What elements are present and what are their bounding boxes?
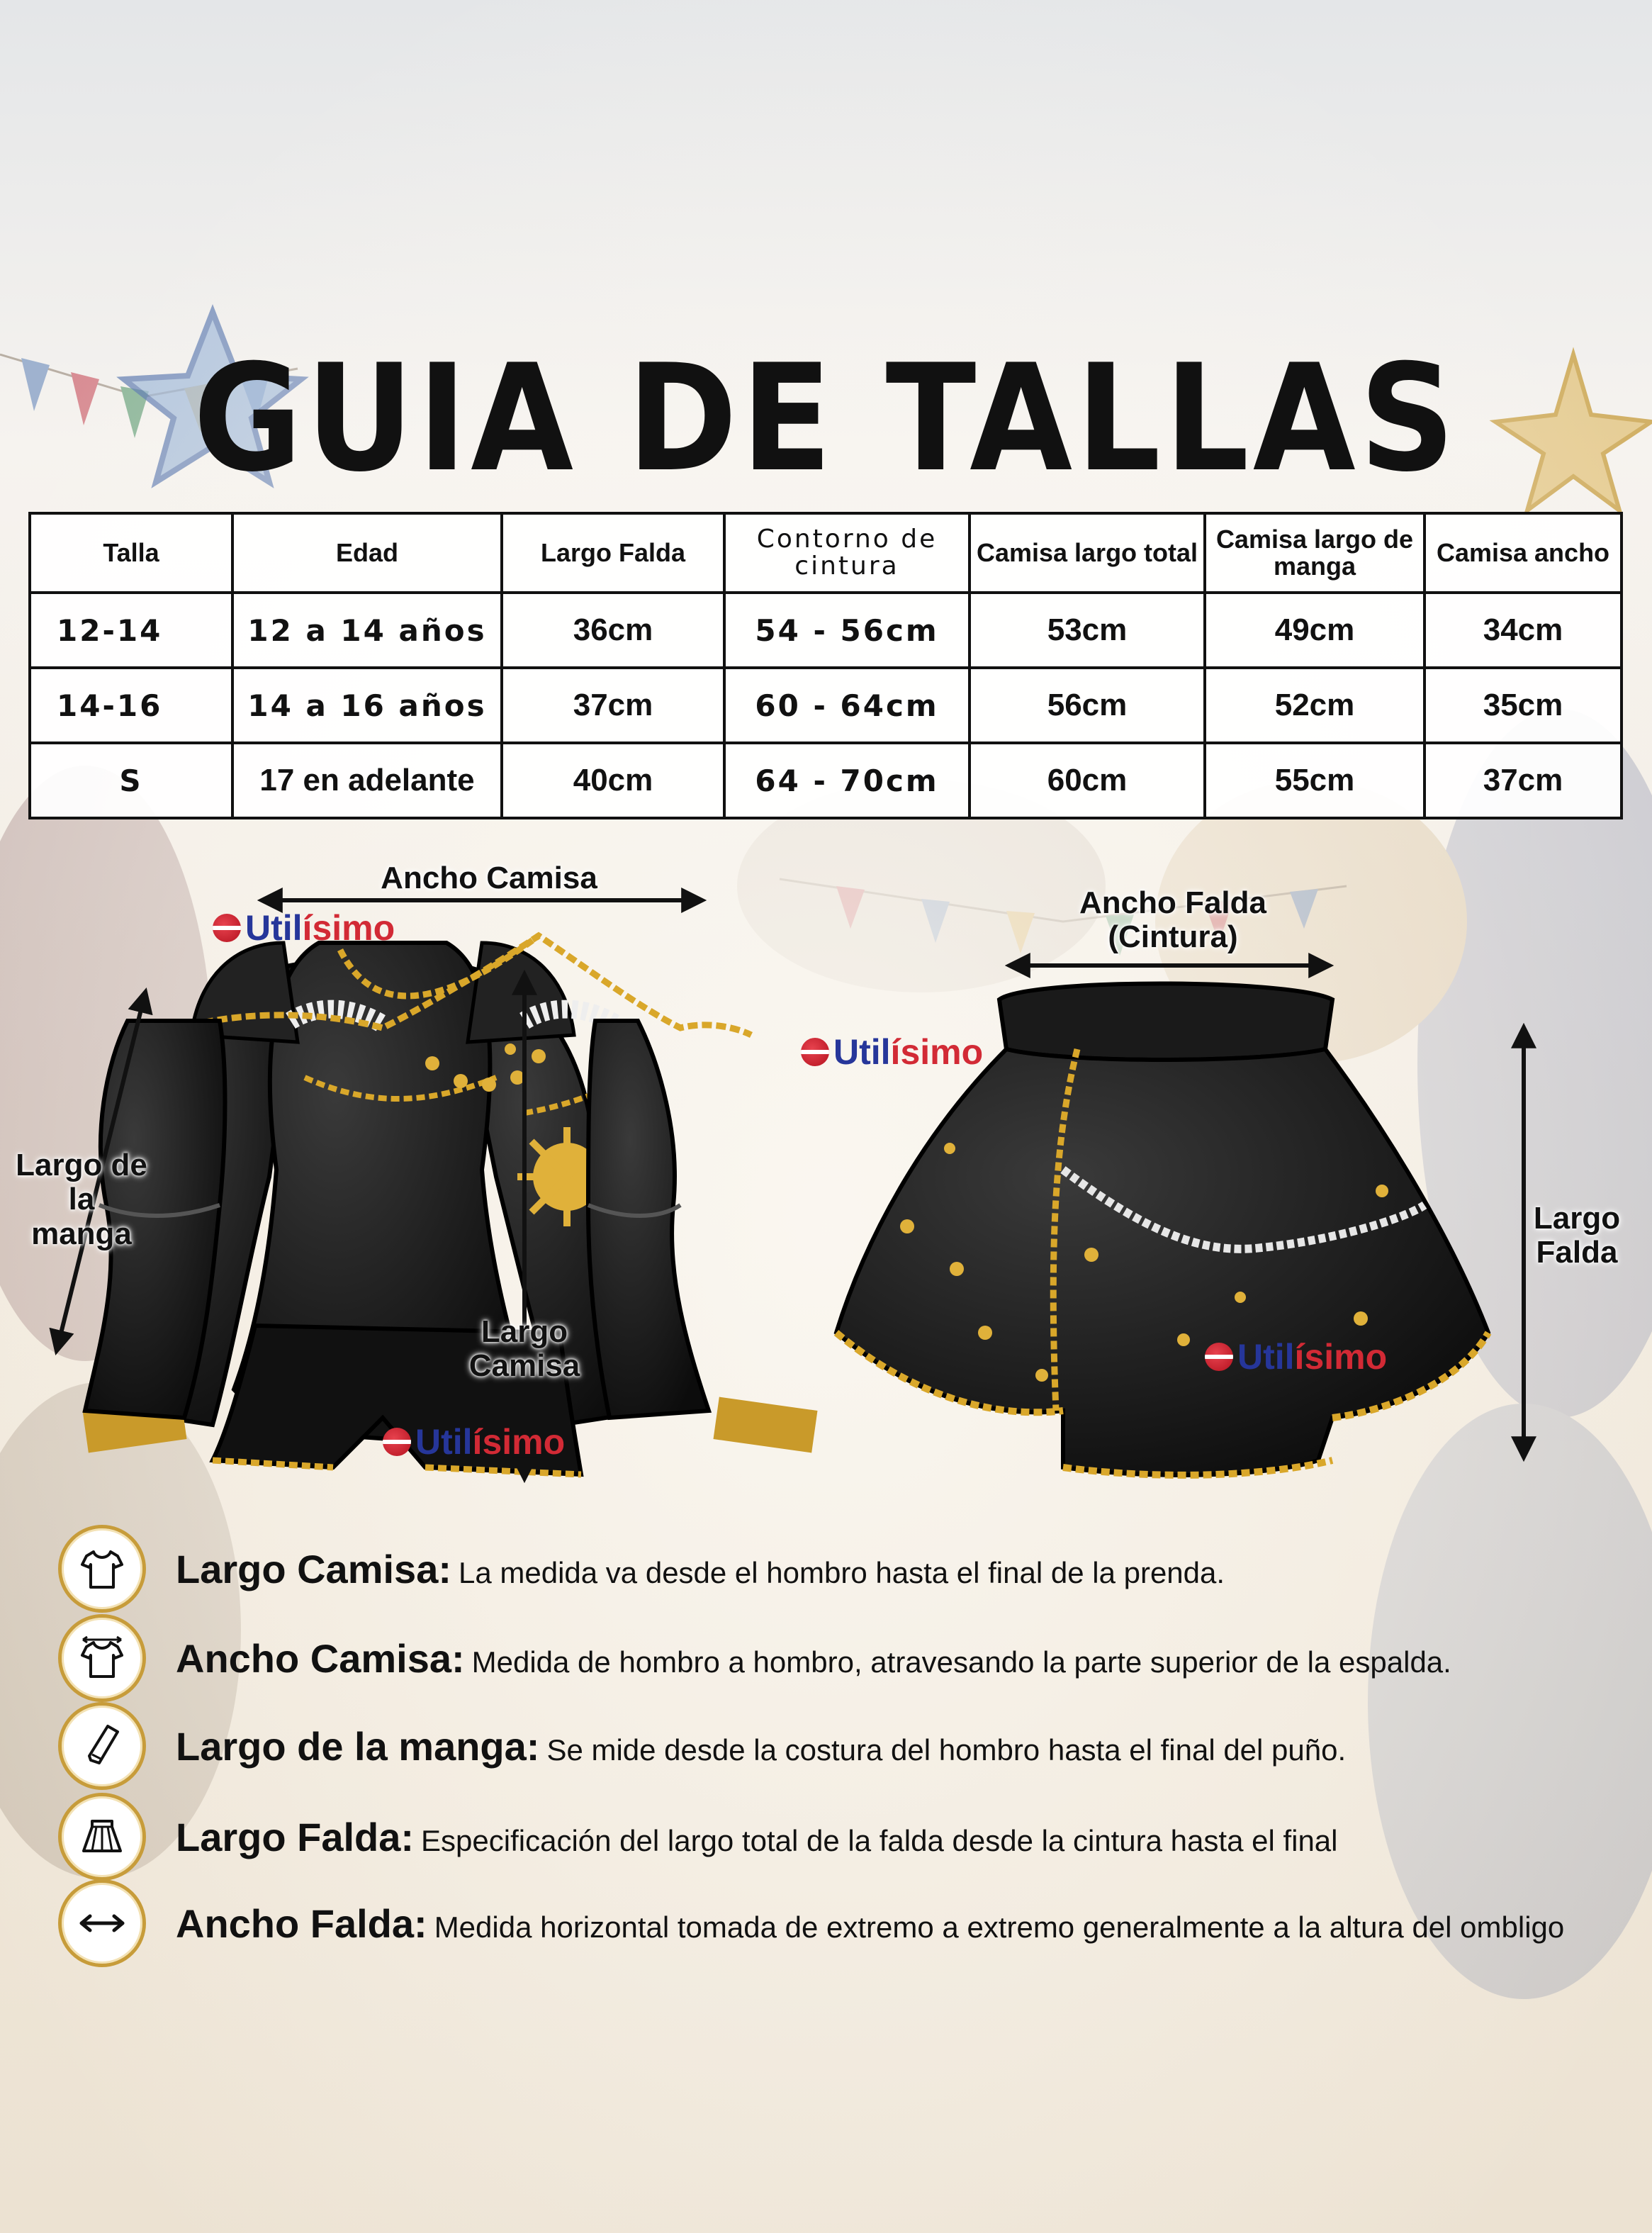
brand-logo: Util ísimo	[801, 1031, 983, 1073]
shirt-width-icon	[58, 1614, 146, 1702]
legend-item-ancho-falda	[58, 1884, 1564, 1962]
legend-item-largo-falda	[58, 1798, 1338, 1876]
legend-desc: Medida horizontal tomada de extremo a extremo generalmente a la altura del ombligo	[434, 1910, 1565, 1944]
cell-camisa-ancho: 34cm	[1425, 593, 1622, 668]
cell-edad: 12 a 14 años	[232, 593, 502, 668]
brand-logo: Util ísimo	[213, 907, 395, 948]
cell-contorno: 54 - 56cm	[724, 593, 970, 668]
cell-edad: 17 en adelante	[232, 743, 502, 818]
brand-logo-icon	[1205, 1343, 1233, 1371]
label-largo-falda: Largo Falda	[1533, 1201, 1621, 1270]
double-arrow-icon	[58, 1879, 146, 1967]
cell-talla: 14-16	[30, 668, 232, 743]
header-edad: Edad	[232, 513, 502, 593]
page-title: GUIA DE TALLAS	[193, 333, 1459, 505]
sleeve-icon	[58, 1702, 146, 1790]
cell-camisa-largo: 56cm	[970, 668, 1205, 743]
cell-contorno: 64 - 70cm	[724, 743, 970, 818]
cell-contorno: 60 - 64cm	[724, 668, 970, 743]
header-largo-falda: Largo Falda	[502, 513, 724, 593]
brand-logo: Util ísimo	[383, 1421, 565, 1462]
legend-term: Ancho Falda:	[176, 1901, 427, 1946]
header-camisa-largo-total: Camisa largo total	[970, 513, 1205, 593]
legend-term: Largo Falda:	[176, 1814, 415, 1859]
cell-camisa-manga: 52cm	[1205, 668, 1425, 743]
cell-camisa-ancho: 37cm	[1425, 743, 1622, 818]
cell-camisa-manga: 49cm	[1205, 593, 1425, 668]
legend-desc: Especificación del largo total de la falda desde la cintura hasta el final	[421, 1823, 1338, 1857]
cell-camisa-manga: 55cm	[1205, 743, 1425, 818]
legend-desc: Se mide desde la costura del hombro hasta el final del puño.	[546, 1733, 1347, 1767]
shirt-icon	[58, 1525, 146, 1613]
legend-item-largo-camisa	[58, 1530, 1225, 1608]
header-camisa-largo-manga: Camisa largo de manga	[1205, 513, 1425, 593]
brand-logo: Util ísimo	[1205, 1336, 1387, 1377]
legend-term: Ancho Camisa:	[176, 1635, 465, 1681]
legend-term: Largo de la manga:	[176, 1723, 540, 1769]
cell-camisa-ancho: 35cm	[1425, 668, 1622, 743]
label-largo-manga: Largo de la manga	[16, 1148, 147, 1251]
label-ancho-falda: Ancho Falda (Cintura)	[1079, 885, 1267, 955]
brand-logo-icon	[801, 1038, 829, 1066]
skirt-icon	[58, 1793, 146, 1881]
cell-largo-falda: 37cm	[502, 668, 724, 743]
legend-desc: La medida va desde el hombro hasta el final de la prenda.	[459, 1555, 1225, 1589]
header-camisa-ancho: Camisa ancho	[1425, 513, 1622, 593]
brand-logo-icon	[383, 1428, 411, 1456]
brand-logo-icon	[213, 914, 241, 942]
cell-edad: 14 a 16 años	[232, 668, 502, 743]
label-largo-camisa: Largo Camisa	[468, 1314, 580, 1384]
cell-camisa-largo: 53cm	[970, 593, 1205, 668]
legend-item-largo-manga	[58, 1707, 1346, 1785]
legend-desc: Medida de hombro a hombro, atravesando la parte superior de la espalda.	[471, 1645, 1451, 1679]
legend-term: Largo Camisa:	[176, 1546, 451, 1591]
blouse-illustration	[83, 936, 818, 1474]
cell-largo-falda: 40cm	[502, 743, 724, 818]
cell-camisa-largo: 60cm	[970, 743, 1205, 818]
header-talla: Talla	[30, 513, 232, 593]
legend-item-ancho-camisa	[58, 1619, 1451, 1697]
cell-talla: 12-14	[30, 593, 232, 668]
header-contorno-cintura: Contorno de cintura	[724, 513, 970, 593]
cell-largo-falda: 36cm	[502, 593, 724, 668]
cell-talla: S	[30, 743, 232, 818]
label-ancho-camisa: Ancho Camisa	[381, 861, 597, 895]
